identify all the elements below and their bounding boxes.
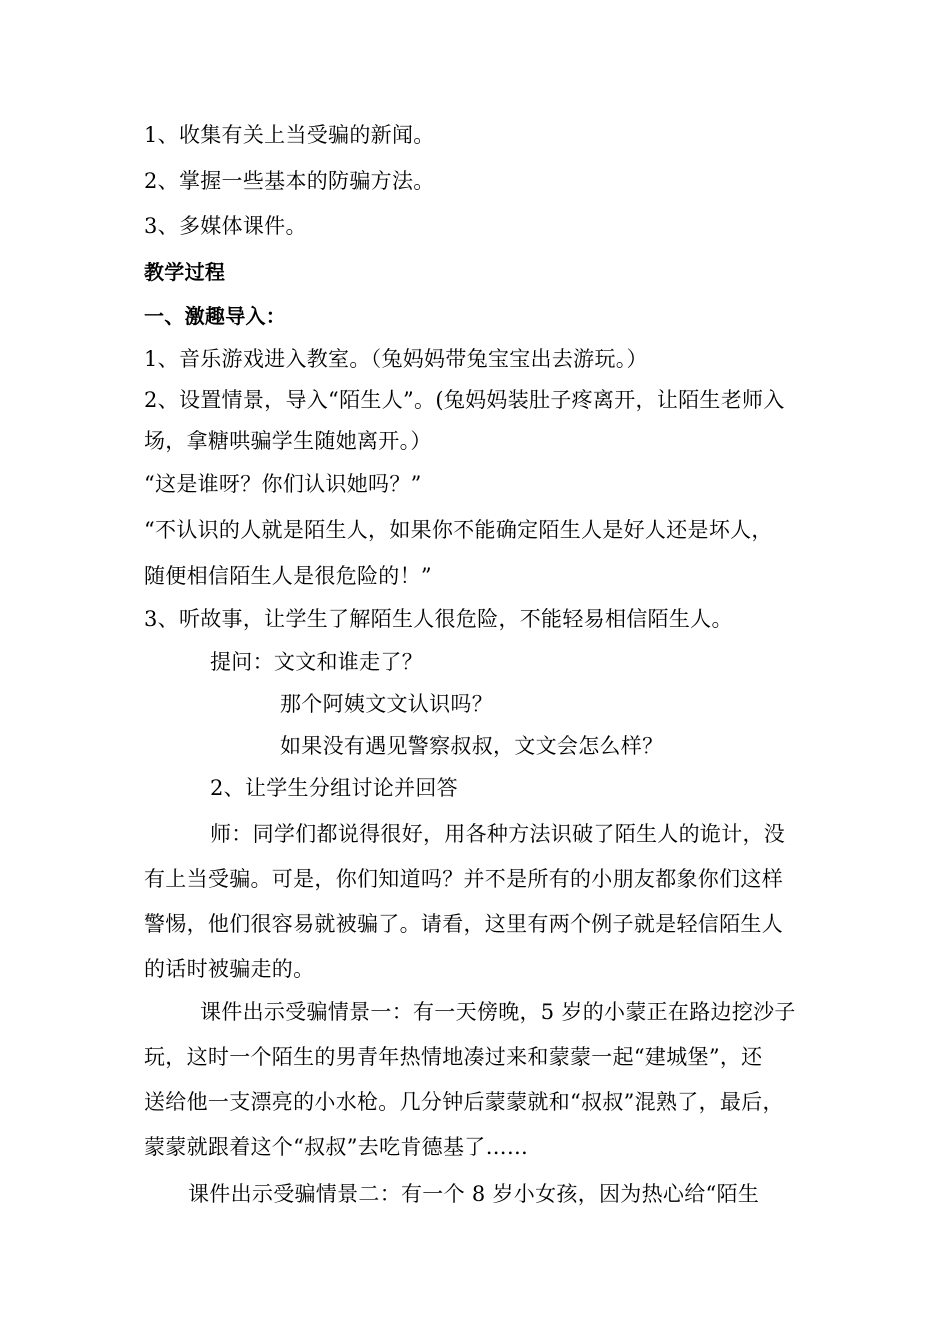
case-1-line-4: 蒙蒙就跟着这个“叔叔”去吃肯德基了……: [144, 1135, 529, 1159]
question-intro: 提问：文文和谁走了？: [210, 650, 423, 674]
question-2: 那个阿姨文文认识吗？: [280, 692, 493, 716]
quote-2-line-2: 随便相信陌生人是很危险的！”: [144, 564, 432, 588]
discuss-step: 2、让学生分组讨论并回答: [210, 776, 458, 800]
case-1-line-2: 玩，这时一个陌生的男青年热情地凑过来和蒙蒙一起“建城堡”，还: [144, 1045, 763, 1069]
step-3: 3、听故事，让学生了解陌生人很危险，不能轻易相信陌生人。: [144, 607, 733, 631]
case-1-line-1: 课件出示受骗情景一：有一天傍晚，5 岁的小蒙正在路边挖沙子: [200, 1000, 796, 1024]
quote-1: “这是谁呀？你们认识她吗？”: [144, 472, 422, 496]
step-2-line-1: 2、设置情景，导入“陌生人”。(兔妈妈装肚子疼离开，让陌生老师入: [144, 388, 785, 412]
teacher-line-2: 有上当受骗。可是，你们知道吗？并不是所有的小朋友都象你们这样: [144, 867, 783, 891]
case-1-line-3: 送给他一支漂亮的小水枪。几分钟后蒙蒙就和“叔叔”混熟了，最后，: [144, 1090, 784, 1114]
teacher-line-3: 警惕，他们很容易就被骗了。请看，这里有两个例子就是轻信陌生人: [144, 912, 783, 936]
step-2-line-2: 场，拿糖哄骗学生随她离开。）: [144, 429, 432, 453]
prep-item-2: 2、掌握一些基本的防骗方法。: [144, 169, 435, 193]
prep-item-1: 1、收集有关上当受骗的新闻。: [144, 123, 435, 147]
step-1: 1、音乐游戏进入教室。（兔妈妈带兔宝宝出去游玩。）: [144, 347, 648, 371]
section-heading-1: 一、激趣导入：: [144, 304, 287, 328]
teacher-line-4: 的话时被骗走的。: [144, 957, 315, 981]
quote-2-line-1: “不认识的人就是陌生人，如果你不能确定陌生人是好人还是坏人，: [144, 518, 773, 542]
process-heading: 教学过程: [144, 260, 226, 284]
prep-item-3: 3、多媒体课件。: [144, 214, 307, 238]
case-2-line-1: 课件出示受骗情景二：有一个 8 岁小女孩，因为热心给“陌生: [188, 1182, 760, 1206]
teacher-line-1: 师：同学们都说得很好，用各种方法识破了陌生人的诡计，没: [210, 822, 786, 846]
question-3: 如果没有遇见警察叔叔，文文会怎么样？: [280, 734, 664, 758]
